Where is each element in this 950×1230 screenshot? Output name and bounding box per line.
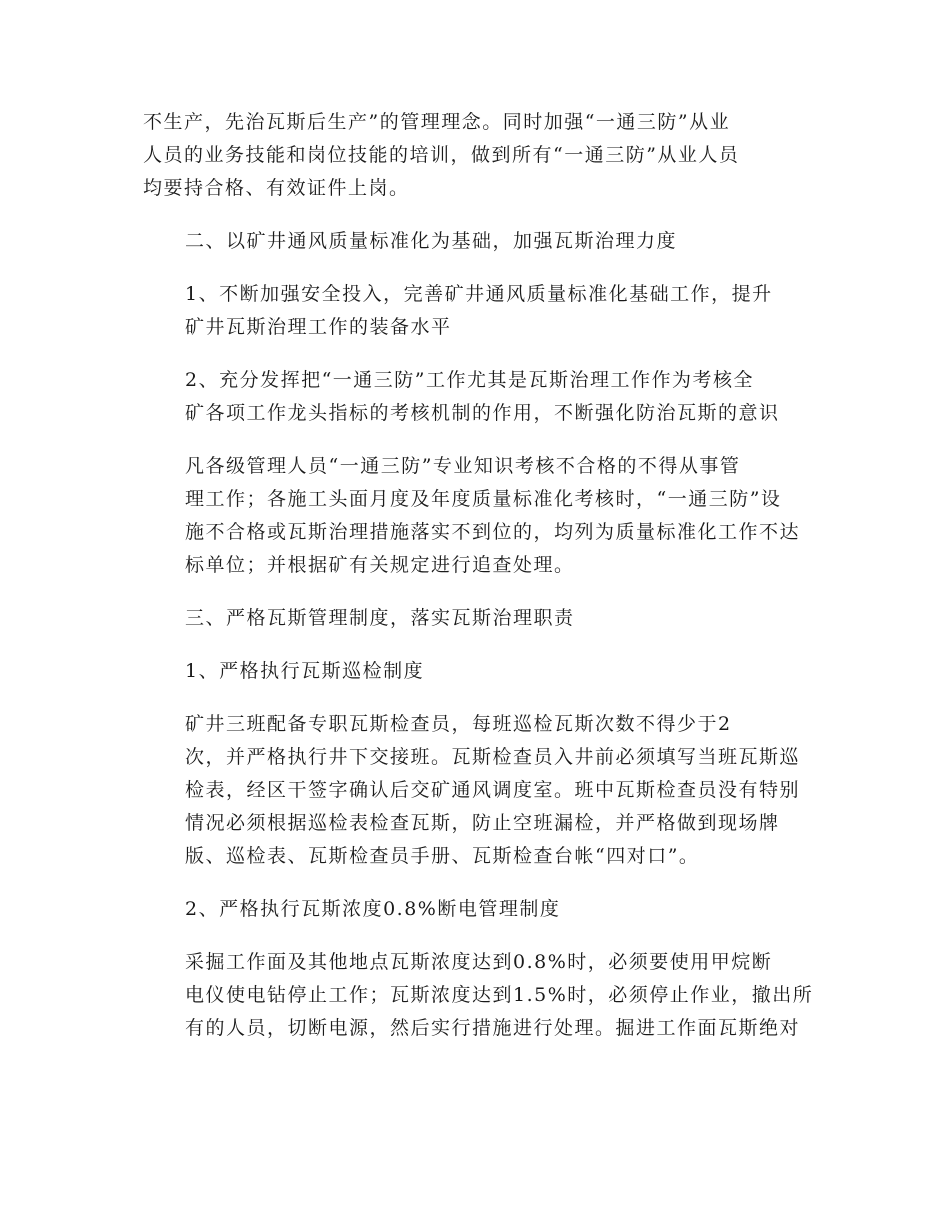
paragraph bbox=[143, 225, 808, 258]
text-line: 次，并严格执行井下交接班。瓦斯检查员入井前必须填写当班瓦斯巡 bbox=[185, 746, 801, 768]
text-line: 二、以矿井通风质量标准化为基础，加强瓦斯治理力度 bbox=[185, 230, 678, 252]
paragraph bbox=[143, 364, 808, 430]
text-line: 2、充分发挥把“一通三防”工作尤其是瓦斯治理工作作为考核全 bbox=[185, 369, 755, 391]
text-line: 1、不断加强安全投入，完善矿井通风质量标准化基础工作，提升 bbox=[185, 283, 773, 305]
text-line: 情况必须根据巡检表检查瓦斯，防止空班漏检，并严格做到现场牌 bbox=[185, 812, 780, 834]
paragraph bbox=[143, 278, 808, 344]
paragraph bbox=[143, 602, 808, 635]
text-line: 理工作；各施工头面月度及年度质量标准化考核时，“一通三防”设 bbox=[185, 488, 782, 510]
text-line: 矿井瓦斯治理工作的装备水平 bbox=[185, 316, 452, 338]
paragraph bbox=[143, 893, 808, 926]
text-line: 均要持合格、有效证件上岗。 bbox=[143, 177, 410, 199]
text-line: 人员的业务技能和岗位技能的培训，做到所有“一通三防”从业人员 bbox=[143, 144, 740, 166]
text-line: 采掘工作面及其他地点瓦斯浓度达到0.8%时，必须要使用甲烷断 bbox=[185, 951, 773, 973]
text-line: 检表，经区干签字确认后交矿通风调度室。班中瓦斯检查员没有特别 bbox=[185, 779, 801, 801]
text-line: 矿井三班配备专职瓦斯检查员，每班巡检瓦斯次数不得少于2 bbox=[185, 713, 732, 735]
text-line: 矿各项工作龙头指标的考核机制的作用，不断强化防治瓦斯的意识 bbox=[185, 402, 780, 424]
text-line: 标单位；并根据矿有关规定进行追查处理。 bbox=[185, 554, 575, 576]
text-line: 1、严格执行瓦斯巡检制度 bbox=[185, 660, 425, 682]
paragraph bbox=[143, 450, 808, 582]
text-line: 电仪使电钻停止工作；瓦斯浓度达到1.5%时，必须停止作业，撤出所 bbox=[185, 984, 814, 1006]
text-line: 施不合格或瓦斯治理措施落实不到位的，均列为质量标准化工作不达 bbox=[185, 521, 801, 543]
text-line: 2、严格执行瓦斯浓度0.8%断电管理制度 bbox=[185, 898, 561, 920]
document-body bbox=[143, 106, 814, 1065]
text-line: 版、巡检表、瓦斯检查员手册、瓦斯检查台帐“四对口”。 bbox=[185, 845, 700, 867]
text-line: 有的人员，切断电源，然后实行措施进行处理。掘进工作面瓦斯绝对 bbox=[185, 1017, 801, 1039]
paragraph bbox=[143, 106, 808, 205]
text-line: 三、严格瓦斯管理制度，落实瓦斯治理职责 bbox=[185, 607, 575, 629]
text-line: 不生产，先治瓦斯后生产”的管理理念。同时加强“一通三防”从业 bbox=[143, 111, 731, 133]
paragraph bbox=[143, 946, 814, 1045]
text-line: 凡各级管理人员“一通三防”专业知识考核不合格的不得从事管 bbox=[185, 455, 741, 477]
paragraph bbox=[143, 655, 808, 688]
paragraph bbox=[143, 708, 808, 873]
